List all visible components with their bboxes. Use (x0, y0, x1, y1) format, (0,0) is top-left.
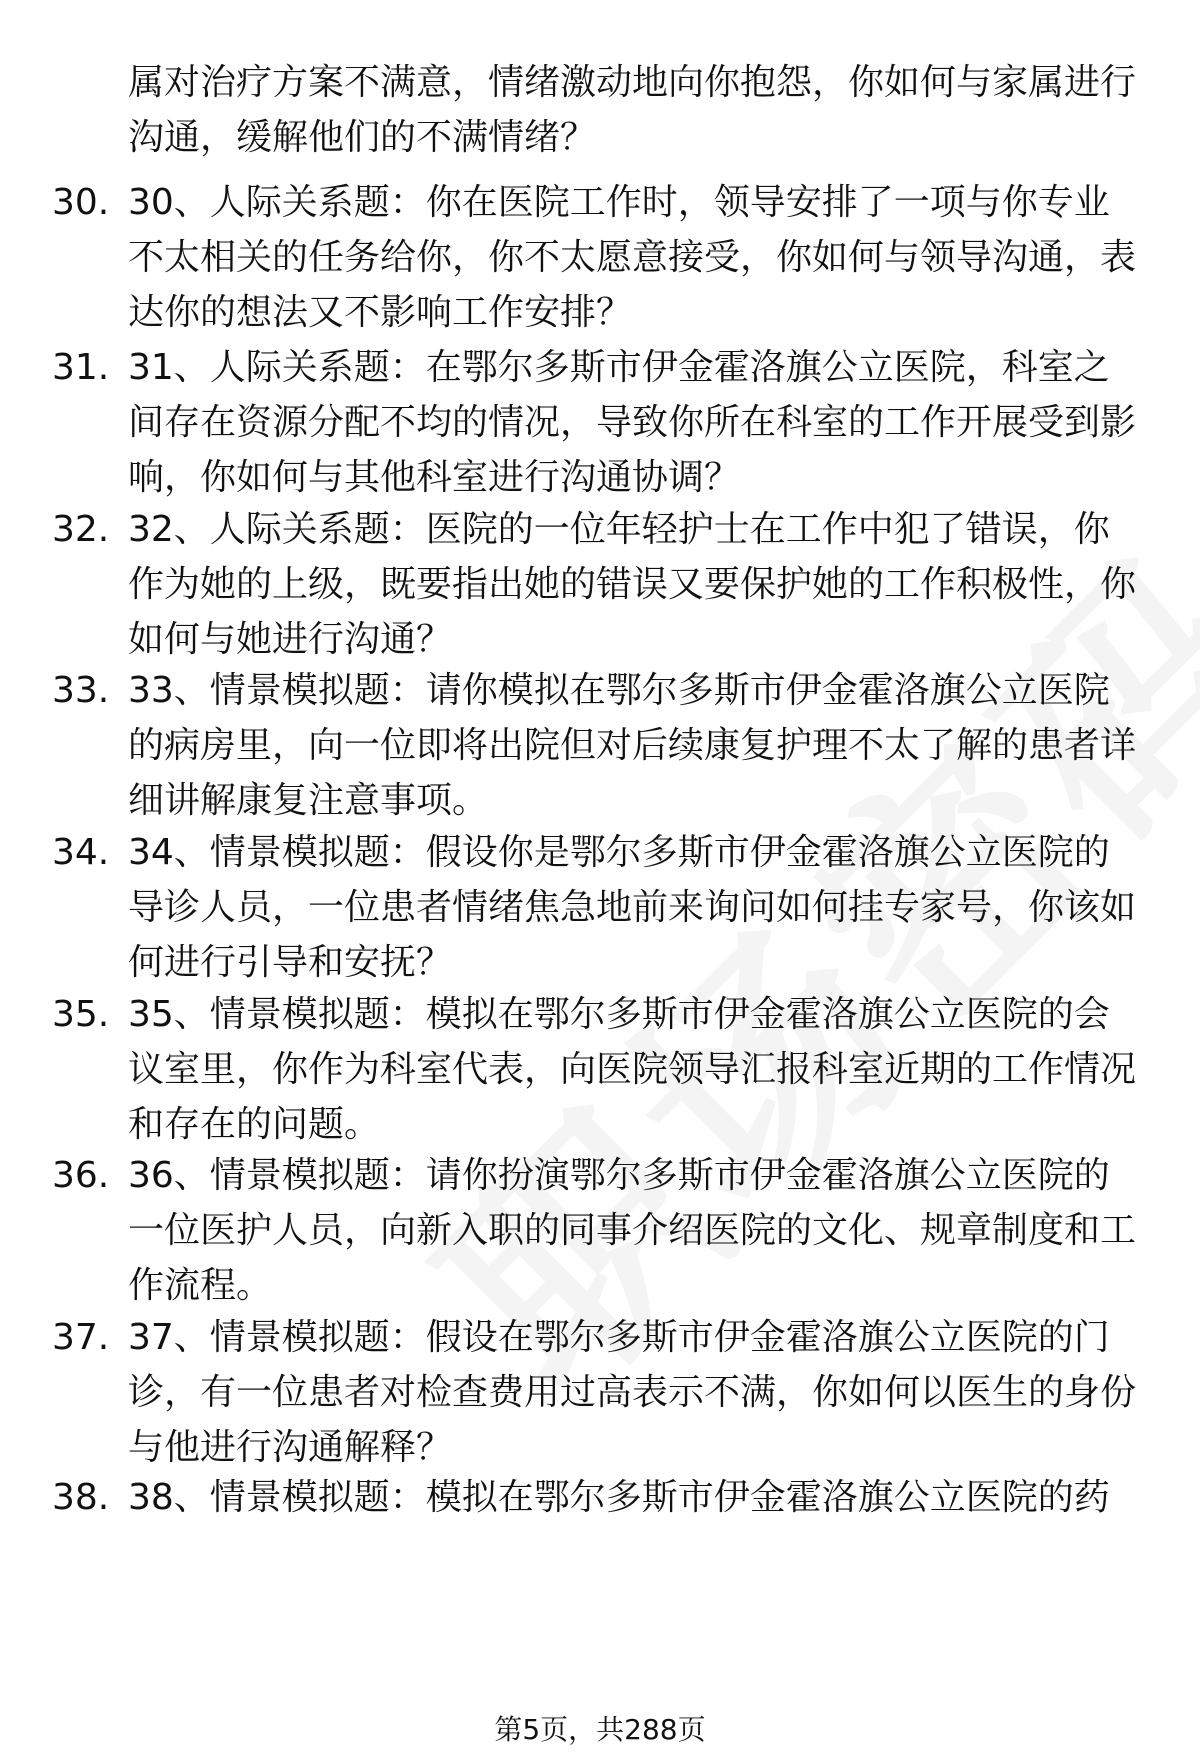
item-text: 30、人际关系题：你在医院工作时，领导安排了一项与你专业不太相关的任务给你，你不太愿意接受，你如何与领导沟通，表达你的想法又不影响工作安排？ (128, 182, 1137, 333)
item-text: 31、人际关系题：在鄂尔多斯市伊金霍洛旗公立医院，科室之间存在资源分配不均的情况，导致你所在科室的工作开展受到影响，你如何与其他科室进行沟通协调？ (128, 347, 1137, 498)
item-number: 30. (52, 182, 110, 223)
item-number: 31. (52, 347, 110, 388)
item-number: 36. (52, 1155, 110, 1196)
item-text: 37、情景模拟题：假设在鄂尔多斯市伊金霍洛旗公立医院的门诊，有一位患者对检查费用过高表示不满，你如何以医生的身份与他进行沟通解释？ (128, 1317, 1137, 1468)
item-number: 38. (52, 1477, 110, 1518)
item-number: 33. (52, 670, 110, 711)
item-number: 34. (52, 832, 110, 873)
item-text: 32、人际关系题：医院的一位年轻护士在工作中犯了错误，你作为她的上级，既要指出她的错误又要保护她的工作积极性，你如何与她进行沟通？ (128, 509, 1137, 660)
page-number-footer: 第5页，共288页 (494, 1713, 706, 1746)
item-number: 37. (52, 1317, 110, 1358)
continued-question-text: 属对治疗方案不满意，情绪激动地向你抱怨，你如何与家属进行沟通，缓解他们的不满情绪？ (128, 62, 1137, 158)
item-text: 38、情景模拟题：模拟在鄂尔多斯市伊金霍洛旗公立医院的药 (128, 1477, 1110, 1518)
item-text: 34、情景模拟题：假设你是鄂尔多斯市伊金霍洛旗公立医院的导诊人员，一位患者情绪焦急地前来询问如何挂专家号，你该如何进行引导和安抚？ (128, 832, 1137, 983)
item-text: 36、情景模拟题：请你扮演鄂尔多斯市伊金霍洛旗公立医院的一位医护人员，向新入职的同事介绍医院的文化、规章制度和工作流程。 (128, 1155, 1137, 1306)
item-text: 33、情景模拟题：请你模拟在鄂尔多斯市伊金霍洛旗公立医院的病房里，向一位即将出院但对后续康复护理不太了解的患者详细讲解康复注意事项。 (128, 670, 1137, 821)
item-text: 35、情景模拟题：模拟在鄂尔多斯市伊金霍洛旗公立医院的会议室里，你作为科室代表，向医院领导汇报科室近期的工作情况和存在的问题。 (128, 994, 1137, 1145)
item-number: 35. (52, 994, 110, 1035)
item-number: 32. (52, 509, 110, 550)
